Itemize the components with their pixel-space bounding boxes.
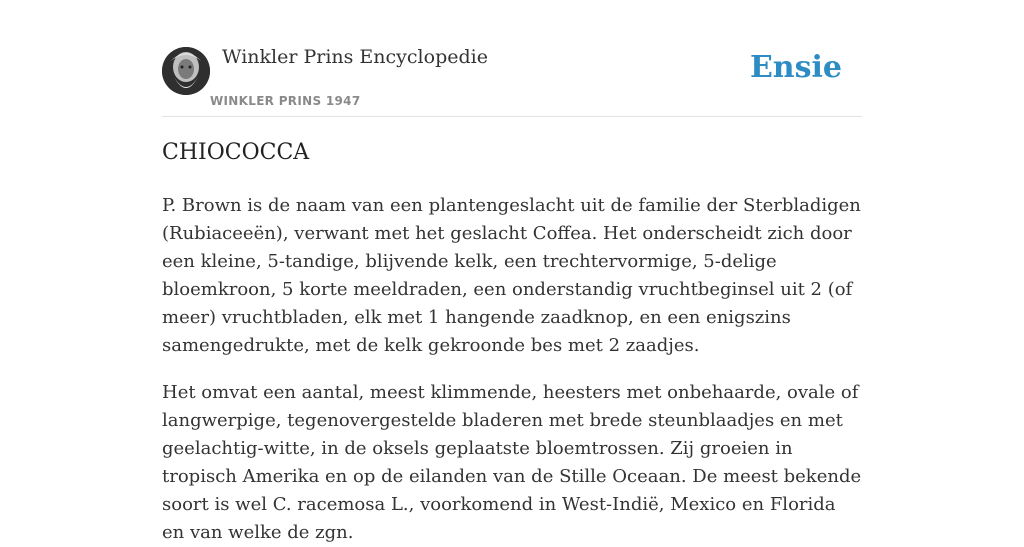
portrait-icon xyxy=(162,47,210,95)
site-header xyxy=(162,0,862,117)
article-paragraph: Het omvat een aantal, meest klimmende, heesters met onbehaarde, ovale of langwerpige, tegenovergestelde bladeren met brede steunblaadjes en met geelachtig-witte, in de oksels geplaatste bloemtrossen. Zij groeien in tropisch Amerika en op de eilanden van de Stille Oceaan. De meest bekende soort is wel C. racemosa L., voorkomend in West-Indië, Mexico en Florida en van welke de zgn. xyxy=(162,382,862,543)
article-paragraph: P. Brown is de naam van een plantengeslacht uit de familie der Sterbladigen (Rubiaceeën), verwant met het geslacht Coffea. Het onderscheidt zich door een kleine, 5-tandige, blijvende kelk, een trechtervormige, 5-delige bloemkroon, 5 korte meeldraden, een onderstandig vruchtbeginsel uit 2 (of meer) vruchtbladen, elk met 1 hangende zaadknop, en een enigszins samengedrukte, met de kelk gekroonde bes met 2 zaadjes. xyxy=(162,195,861,356)
edition-label[interactable]: WINKLER PRINS 1947 xyxy=(210,94,361,108)
site-title[interactable]: Winkler Prins Encyclopedie xyxy=(222,46,488,68)
article-title: CHIOCOCCA xyxy=(162,140,310,165)
brand-logo[interactable]: Ensie xyxy=(749,50,842,85)
page xyxy=(162,0,862,543)
author-avatar[interactable] xyxy=(162,47,210,95)
